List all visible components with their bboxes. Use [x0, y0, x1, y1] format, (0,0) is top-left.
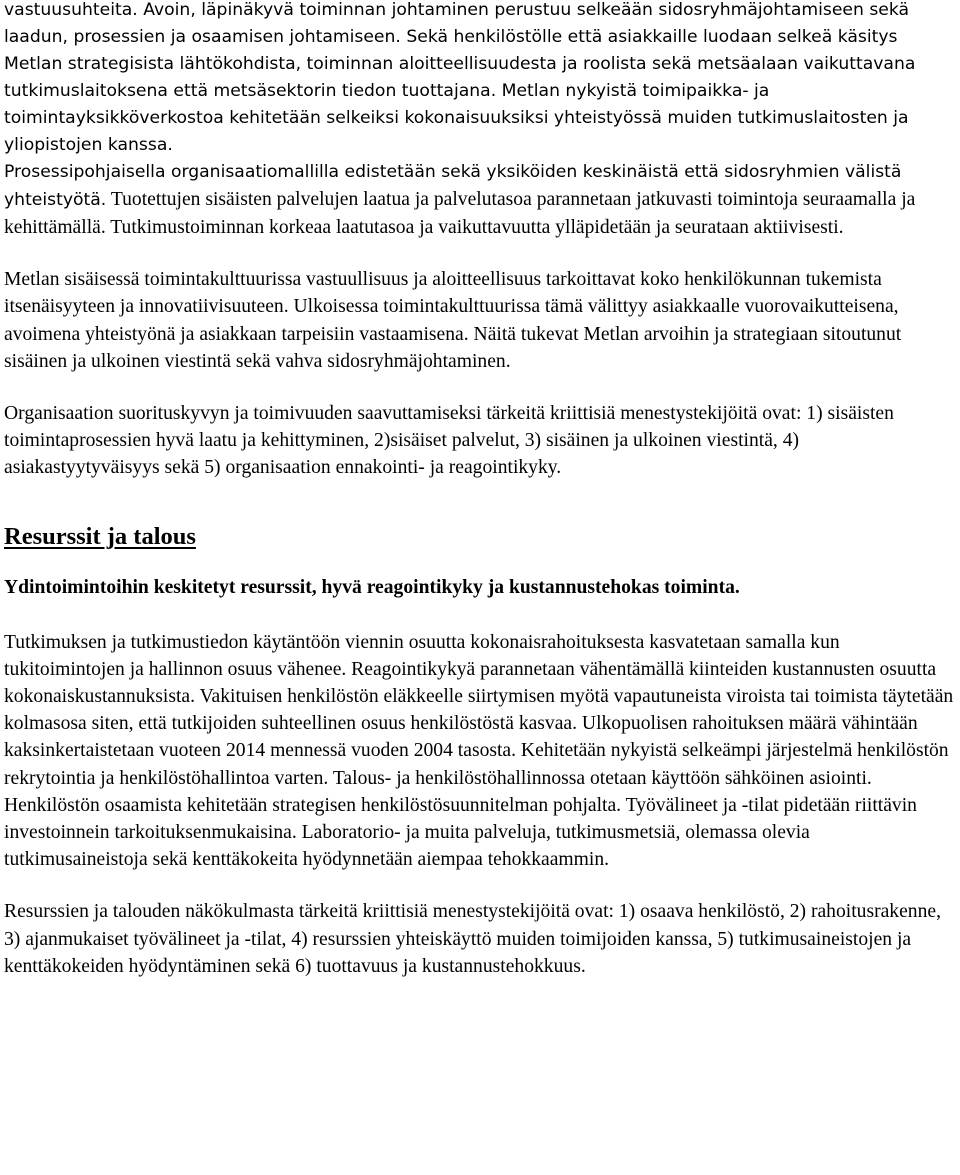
paragraph-funding: Tutkimuksen ja tutkimustiedon käytäntöön viennin osuutta kokonaisrahoituksesta kasvatetaan samalla kun tukitoimintojen ja hallinnon osuus vähenee. Reagointikykyä parannetaan vähentämällä kiinteiden kustannusten osuutta kokonaiskustannuksista. Vakituisen henkilöstön eläkkeelle siirtymisen myötä vapautuneista viroista tai toimista täytetään kolmasosa siten, että tutkijoiden suhteellinen osuus henkilöstöstä kasvaa. Ulkopuolisen rahoituksen määrä vähintään kaksinkertaistetaan vuoteen 2014 mennessä vuoden 2004 tasosta. Kehitetään nykyistä selkeämpi järjestelmä henkilöstön rekrytointia ja henkilöstöhallintoa varten. Talous- ja henkilöstöhallinnossa otetaan käyttöön sähköinen asiointi. Henkilöstön osaamista kehitetään strategisen henkilöstösuunnitelman pohjalta. Työvälineet ja -tilat pidetään riittävin investoinnein tarkoituksenmukaisina. Laboratorio- ja muita palveluja, tutkimusmetsiä, olemassa olevia tutkimusaineistoja sekä kenttäkokeita hyödynnetään aiempaa tehokkaammin.	[4, 631, 954, 871]
section-subheading: Ydintoimintoihin keskitetyt resurssit, hyvä reagointikyky ja kustannustehokas toiminta.	[4, 576, 740, 598]
paragraph-culture: Metlan sisäisessä toimintakulttuurissa vastuullisuus ja aloitteellisuus tarkoittavat koko henkilökunnan tukemista itsenäisyyteen ja innovatiivisuuteen. Ulkoisessa toimintakulttuurissa tämä välittyy asiakkaalle vuorovaikutteisena, avoimena yhteistyönä ja asiakkaan tarpeisiin vastaamisena. Näitä tukevat Metlan arvoihin ja strategiaan sitoutunut sisäinen ja ulkoinen viestintä sekä vahva sidosryhmäjohtaminen.	[4, 269, 902, 372]
document-page	[4, 0, 954, 980]
paragraph-process-model-sans: Prosessipohjaisella organisaatiomallilla edistetään sekä yksiköiden keskinäistä että sidosryhmien välistä yhteistyötä.	[4, 162, 902, 210]
paragraph-success-factors: Organisaation suorituskyvyn ja toimivuuden saavuttamiseksi tärkeitä kriittisiä menestystekijöitä ovat: 1) sisäisten toimintaprosessien hyvä laatu ja kehittyminen, 2)sisäiset palvelut, 3) sisäinen ja ulkoinen viestintä, 4) asiakastyytyväisyys sekä 5) organisaation ennakointi- ja reagointikyky.	[4, 403, 894, 479]
paragraph-process-model	[4, 159, 954, 241]
section-heading-resources: Resurssit ja talous	[4, 522, 196, 550]
paragraph-resource-success-factors: Resurssien ja talouden näkökulmasta tärkeitä kriittisiä menestystekijöitä ovat: 1) osaava henkilöstö, 2) rahoitusrakenne, 3) ajanmukaiset työvälineet ja -tilat, 4) resurssien yhteiskäyttö muiden toimijoiden kanssa, 5) tutkimusaineistojen ja kenttäkokeiden hyödyntäminen sekä 6) tuottavuus ja kustannustehokkuus.	[4, 901, 941, 977]
paragraph-leadership: vastuusuhteita. Avoin, läpinäkyvä toiminnan johtaminen perustuu selkeään sidosryhmäjohtamiseen sekä laadun, prosessien ja osaamisen johtamiseen. Sekä henkilöstölle että asiakkaille luodaan selkeä käsitys Metlan strategisista lähtökohdista, toiminnan aloitteellisuudesta ja roolista sekä metsäalaan vaikuttavana tutkimuslaitoksena että metsäsektorin tiedon tuottajana. Metlan nykyistä toimipaikka- ja toimintayksikköverkostoa kehitetään selkeiksi kokonaisuuksiksi yhteistyössä muiden tutkimuslaitosten ja yliopistojen kanssa.	[4, 0, 916, 155]
paragraph-process-model-serif: Tuotettujen sisäisten palvelujen laatua ja palvelutasoa parannetaan jatkuvasti toimintoja seuraamalla ja kehittämällä. Tutkimustoiminnan korkeaa laatutasoa ja vaikuttavuutta ylläpidetään ja seurataan aktiivisesti.	[4, 189, 916, 238]
